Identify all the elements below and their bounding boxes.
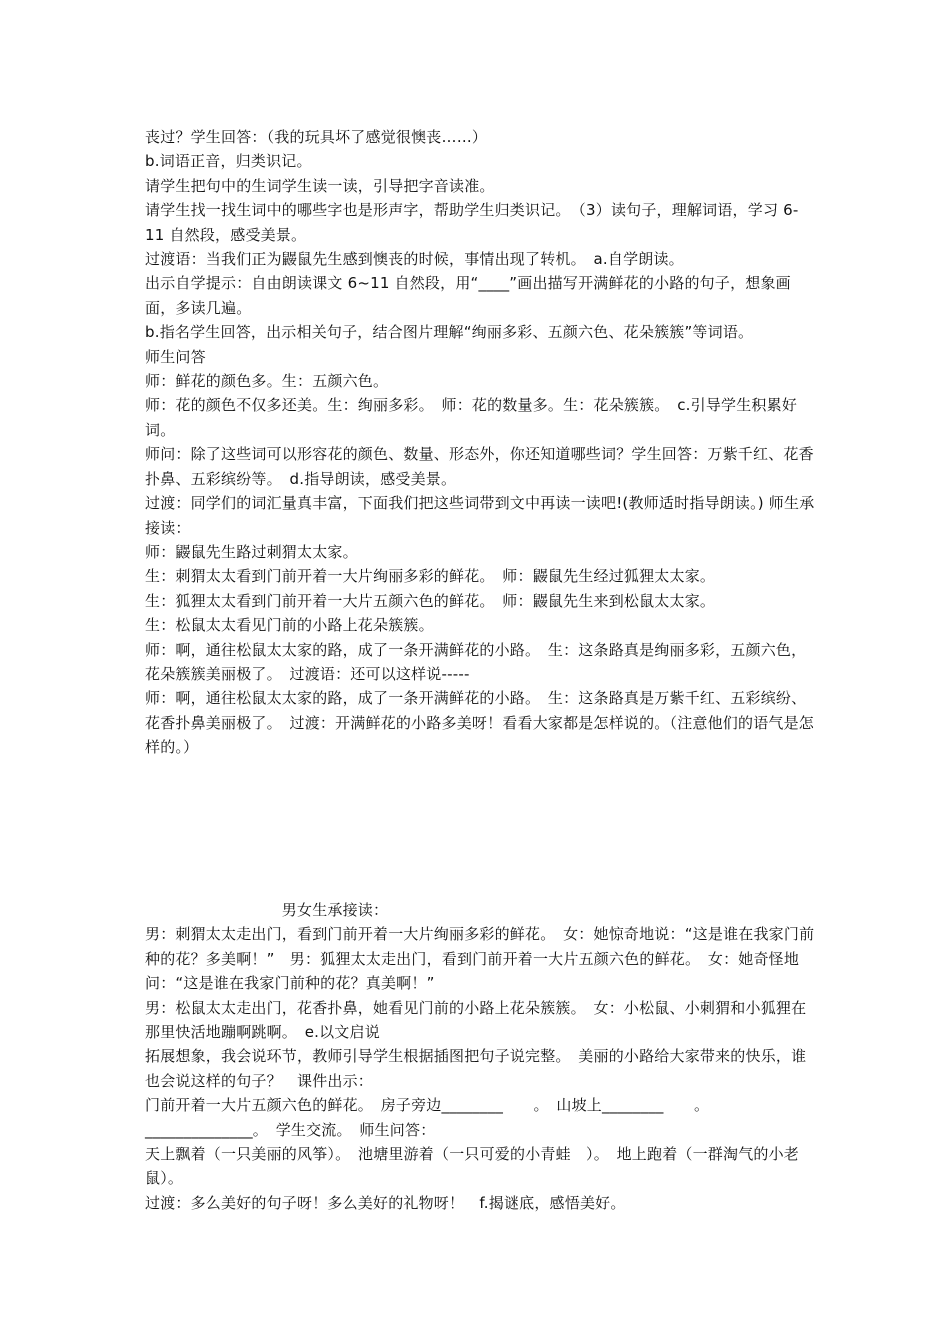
paragraph: 男：松鼠太太走出门，花香扑鼻，她看见门前的小路上花朵簇簇。 女：小松鼠、小刺猬和小狐狸在那里快活地蹦啊跳啊。 e.以文启说: [145, 998, 807, 1042]
paragraph: 师：鼹鼠先生路过刺猬太太家。: [145, 542, 358, 561]
paragraph: 拓展想象，我会说环节，教师引导学生根据插图把句子说完整。 美丽的小路给大家带来的快乐，谁也会说这样的句子？ 课件出示：: [145, 1047, 807, 1090]
paragraph: 过渡语：当我们正为鼹鼠先生感到懊丧的时候，事情出现了转机。 a.自学朗读。: [145, 250, 684, 269]
lesson-text-block-2: [145, 898, 815, 1215]
paragraph: 师：啊，通往松鼠太太家的路，成了一条开满鲜花的小路。 生：这条路真是万紫千红、五彩缤纷、花香扑鼻美丽极了。 过渡：开满鲜花的小路多美呀！看看大家都是怎样说的。（注意他们的语气是怎样的。）: [145, 689, 815, 757]
paragraph: 生：刺猬太太看到门前开着一大片绚丽多彩的鲜花。 师：鼹鼠先生经过狐狸太太家。: [145, 567, 716, 586]
paragraph: 师：鲜花的颜色多。生：五颜六色。: [145, 372, 389, 391]
paragraph: 门前开着一大片五颜六色的鲜花。 房子旁边________ 。 山坡上________ 。______________。 学生交流。 师生问答：: [145, 1096, 710, 1139]
paragraph: 丧过？学生回答：（我的玩具坏了感觉很懊丧……）: [145, 128, 488, 146]
paragraph: 出示自学提示：自由朗读课文 6~11 自然段，用“____”画出描写开满鲜花的小路的句子，想象画面，多读几遍。: [145, 274, 791, 317]
paragraph: 生：松鼠太太看见门前的小路上花朵簇簇。: [145, 616, 434, 635]
paragraph: b.指名学生回答，出示相关句子，结合图片理解“绚丽多彩、五颜六色、花朵簇簇”等词语。: [145, 323, 754, 342]
paragraph: 请学生把句中的生词学生读一读，引导把字音读准。: [145, 176, 495, 195]
paragraph: 师问：除了这些词可以形容花的颜色、数量、形态外，你还知道哪些词？学生回答：万紫千红、花香扑鼻、五彩缤纷等。 d.指导朗读，感受美景。: [145, 445, 814, 488]
paragraph: 师：啊，通往松鼠太太家的路，成了一条开满鲜花的小路。 生：这条路真是绚丽多彩，五颜六色，花朵簇簇美丽极了。 过渡语：还可以这样说-----: [145, 640, 807, 683]
paragraph: 生：狐狸太太看到门前开着一大片五颜六色的鲜花。 师：鼹鼠先生来到松鼠太太家。: [145, 591, 716, 610]
paragraph: b.词语正音，归类识记。: [145, 152, 312, 171]
paragraph: 男：刺猬太太走出门，看到门前开着一大片绚丽多彩的鲜花。 女：她惊奇地说：“这是谁在我家门前种的花？多美啊！” 男：狐狸太太走出门，看到门前开着一大片五颜六色的鲜花。 女：她奇怪地问：“这是谁在我家门前种的花？真美啊！”: [145, 925, 815, 993]
paragraph: 师生问答: [145, 347, 206, 366]
paragraph: 男女生承接读：: [145, 901, 389, 919]
paragraph: 师：花的颜色不仅多还美。生：绚丽多彩。 师：花的数量多。生：花朵簇簇。 c.引导学生积累好词。: [145, 396, 798, 439]
paragraph: 过渡：同学们的词汇量真丰富，下面我们把这些词带到文中再读一读吧!(教师适时指导朗读。) 师生承接读：: [145, 494, 815, 537]
paragraph: 天上飘着（一只美丽的风筝）。 池塘里游着（一只可爱的小青蛙 ）。 地上跑着（一群淘气的小老鼠）。: [145, 1145, 800, 1188]
paragraph: 过渡：多么美好的句子呀！多么美好的礼物呀！ f.揭谜底，感悟美好。: [145, 1193, 626, 1212]
lesson-text-block-1: [145, 125, 815, 760]
paragraph: 请学生找一找生词中的哪些字也是形声字，帮助学生归类识记。 （3）读句子，理解词语，学习 6-11 自然段，感受美景。: [145, 201, 799, 244]
